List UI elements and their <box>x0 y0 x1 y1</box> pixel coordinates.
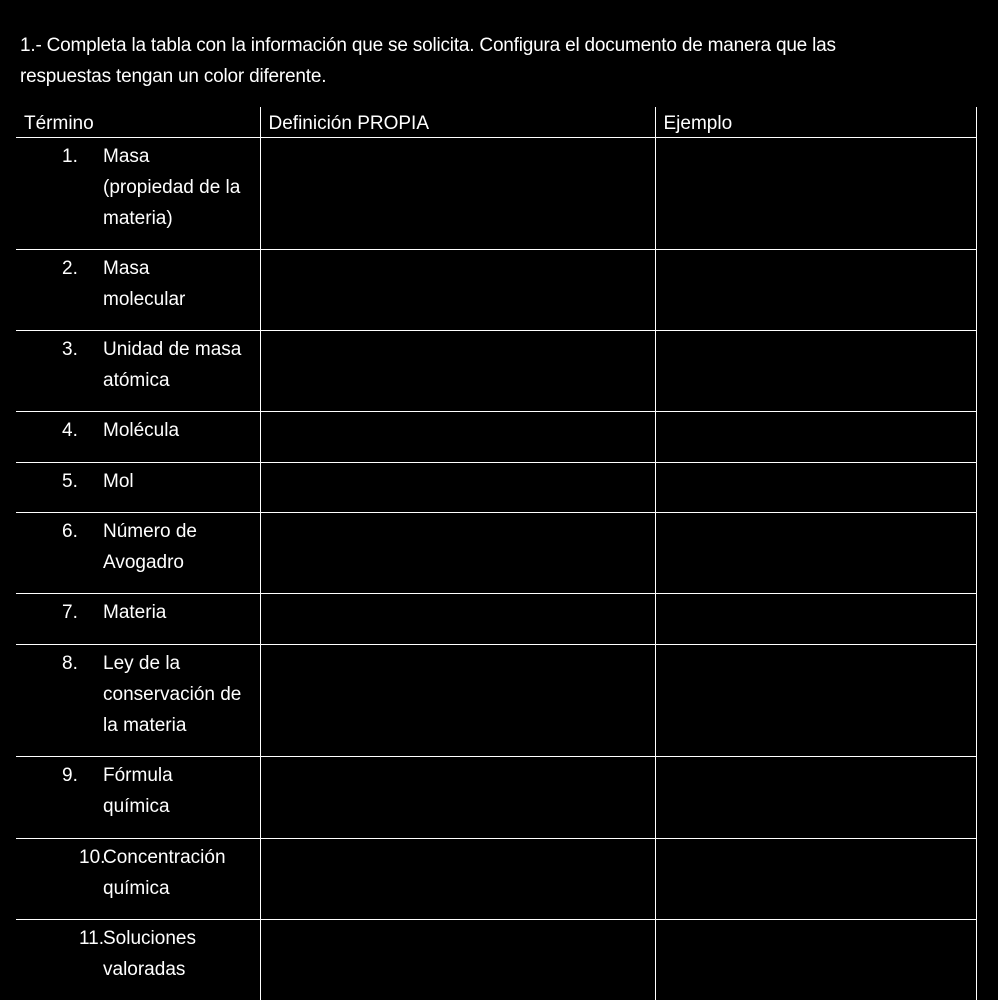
term-label: Unidad de masa atómica <box>103 339 242 391</box>
instructions-line-2: respuestas tengan un color diferente. <box>20 66 327 87</box>
example-cell[interactable] <box>655 138 976 250</box>
definition-cell[interactable] <box>260 513 655 594</box>
example-cell[interactable] <box>655 645 976 757</box>
term-number: 11. <box>79 928 105 949</box>
definition-cell[interactable] <box>260 645 655 757</box>
example-cell[interactable] <box>655 331 976 412</box>
term-cell <box>16 513 260 594</box>
example-cell[interactable] <box>655 412 976 463</box>
term-label: Masa (propiedad de la materia) <box>103 146 241 229</box>
term-cell <box>16 250 260 331</box>
term-number: 9. <box>62 765 78 786</box>
term-label: Soluciones valoradas <box>103 928 196 980</box>
definition-cell[interactable] <box>260 138 655 250</box>
definition-cell[interactable] <box>260 920 655 1000</box>
table-row <box>16 757 976 839</box>
term-cell <box>16 138 260 250</box>
table-row <box>16 331 976 412</box>
definition-cell[interactable] <box>260 412 655 463</box>
term-number: 8. <box>62 653 78 674</box>
definition-cell[interactable] <box>260 594 655 645</box>
example-cell[interactable] <box>655 594 976 645</box>
table-header-row <box>16 107 976 138</box>
term-label: Molécula <box>103 420 180 441</box>
term-label: Número de Avogadro <box>103 521 197 573</box>
term-label: Materia <box>103 602 167 623</box>
table-row <box>16 594 976 645</box>
example-cell[interactable] <box>655 513 976 594</box>
table-row <box>16 138 976 250</box>
term-label: Mol <box>103 471 134 492</box>
term-cell <box>16 331 260 412</box>
term-number: 5. <box>62 471 78 492</box>
example-cell[interactable] <box>655 920 976 1000</box>
instructions-line-1: 1.- Completa la tabla con la información que se solicita. Configura el documento de manera que las <box>20 35 836 56</box>
term-number: 3. <box>62 339 78 360</box>
term-cell <box>16 463 260 513</box>
example-cell[interactable] <box>655 757 976 839</box>
term-cell <box>16 839 260 920</box>
term-number: 7. <box>62 602 78 623</box>
term-number: 6. <box>62 521 78 542</box>
term-cell <box>16 412 260 463</box>
table-row <box>16 839 976 920</box>
term-label: Fórmula química <box>103 765 173 817</box>
term-cell <box>16 645 260 757</box>
table-row <box>16 645 976 757</box>
definition-cell[interactable] <box>260 463 655 513</box>
example-cell[interactable] <box>655 250 976 331</box>
term-label: Masa molecular <box>103 258 186 310</box>
table-row <box>16 250 976 331</box>
term-number: 10. <box>79 847 106 868</box>
term-number: 2. <box>62 258 78 279</box>
definition-cell[interactable] <box>260 331 655 412</box>
definition-cell[interactable] <box>260 250 655 331</box>
term-number: 1. <box>62 146 78 167</box>
instructions <box>20 30 985 92</box>
definition-cell[interactable] <box>260 839 655 920</box>
terms-table <box>16 107 977 1000</box>
term-cell <box>16 920 260 1000</box>
term-label: Concentración química <box>103 847 226 899</box>
term-number: 4. <box>62 420 78 441</box>
header-example: Ejemplo <box>655 107 976 138</box>
table-row <box>16 412 976 463</box>
example-cell[interactable] <box>655 463 976 513</box>
definition-cell[interactable] <box>260 757 655 839</box>
term-label: Ley de la conservación de la materia <box>103 653 242 736</box>
term-cell <box>16 757 260 839</box>
table-row <box>16 463 976 513</box>
header-term: Término <box>16 107 260 138</box>
header-definition: Definición PROPIA <box>260 107 655 138</box>
table-row <box>16 513 976 594</box>
example-cell[interactable] <box>655 839 976 920</box>
table-row <box>16 920 976 1000</box>
term-cell <box>16 594 260 645</box>
